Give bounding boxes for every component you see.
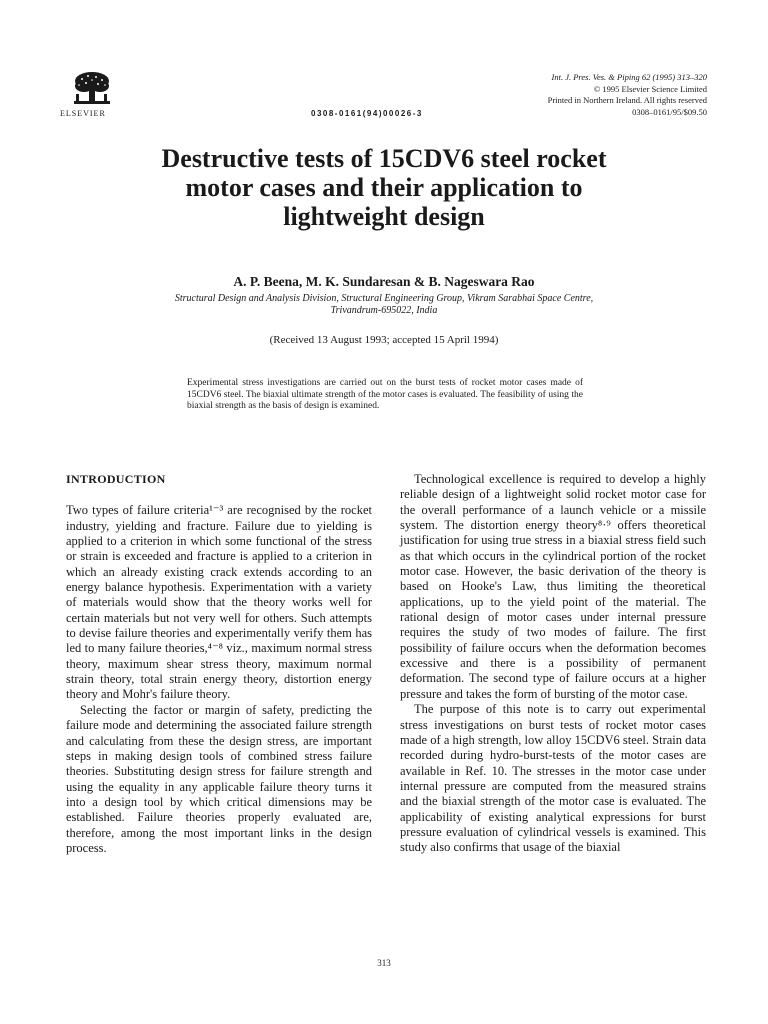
affiliation [60,293,708,317]
section-heading: INTRODUCTION [66,472,166,486]
doi-code: 0308-0161(94)00026-3 [311,109,423,118]
affiliation-line: Trivandrum-695022, India [330,305,438,316]
elsevier-tree-icon [70,70,114,108]
received-dates: (Received 13 August 1993; accepted 15 April 1994) [269,334,499,346]
right-column [400,472,706,856]
journal-citation [548,72,707,118]
publisher-logo [60,70,124,118]
citation-line: Int. J. Pres. Ves. & Piping 62 (1995) 313–320 [551,72,707,82]
paragraph: Selecting the factor or margin of safety, predicting the failure mode and determining the associated failure strength and calculating from these the design stress, are important steps in making design tools of combined stress failure theories. Substituting design stress for failure strength and using the equality in any applicable failure theory turns it into a design tool by which critical dimensions may be established. Failure theories properly evaluated are, therefore, among the most important links in the design process. [66,702,372,855]
title-line: motor cases and their application to [185,173,583,202]
publisher-name: ELSEVIER [60,109,106,118]
article-title [60,144,708,231]
paragraph: Technological excellence is required to develop a highly reliable design of a lightweight solid rocket motor case for the overall performance of a launch vehicle or a missile system. The distortion energy theory⁸·⁹ offers theoretical justification for using true stress in a biaxial stress field such as that which occurs in the cylindrical portion of the rocket motor case. However, the basic derivation of the theory is based on Hooke's Law, thus limiting the theoretical applications, up to the yield point of the material. The rational design of motor cases under internal pressure requires the study of two modes of failure. The first possibility of failure occurs when the deformation becomes excessive and there is a possibility of permanent deformation. The second type of failure occurs at a higher pressure and takes the form of bursting of the motor case. [400,472,706,701]
page-number: 313 [377,958,391,968]
paragraph: Two types of failure criteria¹⁻³ are recognised by the rocket industry, yielding and fracture. Failure due to yielding is applied to a criterion in which some functional of the stress or strain is exceeded and fracture is applied to a criterion in which an already existing crack extends according to an energy balance hypothesis. Experimentation with a variety of materials would show that the theory works well for certain materials but not very well for others. Such attempts to devise failure theories and experimentally verify them has led to many failure theories,⁴⁻⁸ viz., maximum normal stress theory, maximum shear stress theory, maximum normal strain theory, total strain energy theory, distortion energy theory and Mohr's failure theory. [66,503,372,702]
citation-line: 0308–0161/95/$09.50 [632,106,707,117]
citation-line: Printed in Northern Ireland. All rights reserved [547,95,707,105]
paragraph: The purpose of this note is to carry out experimental stress investigations on burst tests of rocket motor cases made of a high strength, low alloy 15CDV6 steel. Strain data recorded during hydro-burst-tests of the motor cases are available in Ref. 10. The stresses in the motor case under internal pressure are computed from the measured strains and the biaxial strength of the motor case is evaluated. The applicability of existing analytical expressions for burst pressure evaluation of cylindrical vessels is examined. This study also confirms that usage of the biaxial [400,702,706,855]
affiliation-line: Structural Design and Analysis Division, Structural Engineering Group, Vikram Sarabhai Space Centre, [174,293,594,304]
title-line: lightweight design [283,202,485,231]
title-line: Destructive tests of 15CDV6 steel rocket [161,144,607,173]
abstract: Experimental stress investigations are carried out on the burst tests of rocket motor cases made of 15CDV6 steel. The biaxial ultimate strength of the motor cases is evaluated. The feasibility of using the biaxial strength as the basis of design is examined. [187,378,583,411]
citation-line: © 1995 Elsevier Science Limited [593,83,707,94]
author-list: A. P. Beena, M. K. Sundaresan & B. Nageswara Rao [233,274,535,289]
left-column [66,472,372,856]
